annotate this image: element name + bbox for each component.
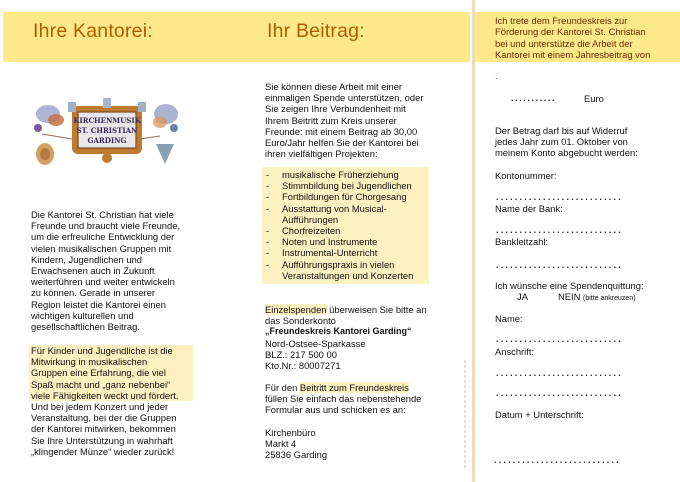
list-item xyxy=(262,225,429,236)
list-item-text: Fortbildungen für Chorgesang xyxy=(282,191,407,203)
text-line: Erwachsenen auch in Zukunft xyxy=(31,265,155,277)
text-line: um die erfreuliche Entwicklung der xyxy=(31,231,175,243)
text-line xyxy=(265,382,470,393)
list-item-text: Instrumental-Unterricht xyxy=(282,247,378,259)
bullet: - xyxy=(266,258,270,270)
receipt-yes-option[interactable]: JA xyxy=(517,291,528,302)
receipt-question: Ich wünsche eine Spendenquittung: xyxy=(495,280,644,291)
bullet: - xyxy=(266,191,270,203)
text-line: Förderung der Kantorei St. Christian xyxy=(495,26,646,38)
text-line: Die Kantorei St. Christian hat viele xyxy=(31,209,174,220)
name-field[interactable]: ........................... xyxy=(496,334,623,344)
list-item xyxy=(262,191,429,202)
kantorei-title: Ihre Kantorei: xyxy=(33,20,153,42)
logo-line-1: KIRCHENMUSIK xyxy=(73,116,141,125)
text-line: Für Kinder und Jugendliche ist die xyxy=(31,345,173,356)
date-signature-field[interactable]: ........................... xyxy=(494,455,621,465)
account-number-label: Kontonummer: xyxy=(495,170,557,181)
form-header xyxy=(495,15,680,61)
donation-info xyxy=(265,304,470,371)
text-line: Sie Ihre Unterstützung in wahrhaft xyxy=(31,434,173,446)
address-line: Markt 4 xyxy=(265,438,297,450)
debit-text xyxy=(495,125,675,159)
account-name: „Freundeskreis Kantorei Garding“ xyxy=(265,326,412,337)
bullet: - xyxy=(266,202,270,214)
text-fragment: Für den xyxy=(265,382,300,393)
text-line: Der Betrag darf bis auf Widerruf xyxy=(495,125,628,136)
text-line: weiterführen und weiter entwickeln xyxy=(31,276,175,288)
bank-name-label: Name der Bank: xyxy=(495,203,563,214)
text-line: Mitwirkung in musikalischen xyxy=(31,356,148,368)
kantorei-paragraph-1 xyxy=(31,209,231,332)
kirchenmusik-logo xyxy=(28,92,184,172)
bullet: - xyxy=(266,180,270,192)
account-number-field[interactable]: ........................... xyxy=(496,192,623,202)
list-item-text: Noten und Instrumente xyxy=(282,236,378,248)
highlight-beitritt: Beitritt zum Freundeskreis xyxy=(299,382,409,393)
text-line: Gruppen eine Erfahrung, die viel xyxy=(31,367,166,379)
account-number: Kto.Nr.: 80007271 xyxy=(265,360,341,372)
membership-info xyxy=(265,382,470,416)
text-line: gesellschaftlichen Beitrag. xyxy=(31,321,140,333)
text-line: Freunde und braucht viele Freunde, xyxy=(31,220,181,232)
bank-code: BLZ.: 217 500 00 xyxy=(265,348,337,360)
text-line: wichtigen kulturellen und xyxy=(31,309,134,321)
text-line: viele Fähigkeiten weckt und fördert. xyxy=(31,389,179,401)
project-list xyxy=(262,167,429,284)
text-line: Sie können diese Arbeit mit einer xyxy=(265,81,403,92)
bullet: - xyxy=(266,169,270,180)
text-line: Ihrem Beitritt zum Kreis unserer xyxy=(265,114,397,126)
list-item-text: Ausstattung von Musical- xyxy=(282,202,387,214)
list-item-text: Aufführungen xyxy=(282,213,339,225)
text-line: Ich trete dem Freundeskreis zur xyxy=(495,15,628,26)
logo-line-3: GARDING xyxy=(87,136,127,145)
bank-code-field[interactable]: ........................... xyxy=(496,260,623,270)
receipt-no-option[interactable] xyxy=(558,291,636,304)
list-item-text: musikalische Früherziehung xyxy=(282,169,399,180)
text-line: jedes Jahr zum 01. Oktober von xyxy=(495,136,628,148)
text-line: das Sonderkonto xyxy=(265,315,336,327)
text-line: Region leistet die Kantorei einen xyxy=(31,298,166,310)
receipt-no-label: NEIN xyxy=(558,291,581,302)
beitrag-intro xyxy=(265,81,465,159)
address-field-line-1[interactable]: ........................... xyxy=(496,368,623,378)
text-line: Kindern, Jugendlichen und xyxy=(31,253,143,265)
text-line: Kantorei mit einem Jahresbeitrag von xyxy=(495,49,651,61)
beitrag-title: Ihr Beitrag: xyxy=(267,20,365,42)
bullet: - xyxy=(266,225,270,237)
bullet: - xyxy=(266,236,270,248)
text-line: meinem Konto abgebucht werden: xyxy=(495,147,638,159)
bank-name: Nord-Ostsee-Sparkasse xyxy=(265,337,366,349)
address-line: 25836 Garding xyxy=(265,449,328,461)
text-line: füllen Sie einfach das nebenstehende xyxy=(265,393,422,405)
text-line xyxy=(265,304,470,315)
list-item xyxy=(262,203,429,225)
address-field-line-2[interactable]: ........................... xyxy=(496,388,623,398)
bank-code-label: Bankleitzahl: xyxy=(495,236,549,247)
list-item xyxy=(262,259,429,281)
address-label: Anschrift: xyxy=(495,346,535,357)
stray-mark: . xyxy=(495,70,498,81)
address-line: Kirchenbüro xyxy=(265,427,316,438)
currency-label: Euro xyxy=(584,93,604,104)
text-line: Veranstaltung, bei der die Gruppen xyxy=(31,412,177,424)
list-item-text: Stimmbildung bei Jugendlichen xyxy=(282,180,412,192)
bank-name-field[interactable]: ........................... xyxy=(496,225,623,235)
text-line: der Kantorei mitwirken, bekommen xyxy=(31,423,176,435)
fold-line xyxy=(472,0,475,482)
list-item-text: Aufführungspraxis in vielen xyxy=(282,258,395,270)
text-line: Euro/Jahr helfen Sie der Kantorei bei xyxy=(265,137,419,149)
kantorei-paragraph-2 xyxy=(29,345,229,457)
list-item xyxy=(262,236,429,247)
text-line: Sie zeigen Ihre Verbundenheit mit xyxy=(265,103,406,115)
text-line: zu können. Gerade in unserer xyxy=(31,287,156,299)
receipt-hint: (bitte ankreuzen) xyxy=(583,295,636,302)
list-item xyxy=(262,180,429,191)
text-line: Spaß macht und „ganz nebenbei“ xyxy=(31,378,171,390)
bullet: - xyxy=(266,247,270,259)
highlight-einzelspenden: Einzelspenden xyxy=(265,304,327,315)
list-item-text: Veranstaltungen und Konzerten xyxy=(282,269,414,281)
office-address xyxy=(265,427,470,461)
text-line: bei und unterstütze die Arbeit der xyxy=(495,37,633,49)
list-item xyxy=(262,169,429,180)
text-line: vielen musikalischen Gruppen mit xyxy=(31,242,172,254)
text-fragment: überweisen Sie bitte an xyxy=(326,304,427,315)
list-item-text: Chorfreizeiten xyxy=(282,225,341,237)
text-line: Freunde: mit einem Beitrag ab 30,00 xyxy=(265,125,418,137)
kantorei-highlight xyxy=(29,345,193,401)
text-line: Formular aus und schicken es an: xyxy=(265,404,406,416)
text-line: einmaligen Spende unterstützen, oder xyxy=(265,92,424,104)
text-line: „klingender Münze“ wieder zurück! xyxy=(31,445,175,457)
text-line: ihren vielfältigen Projekten: xyxy=(265,148,378,160)
amount-field[interactable]: ........... xyxy=(511,93,557,103)
list-item xyxy=(262,247,429,258)
date-signature-label: Datum + Unterschrift: xyxy=(495,409,584,420)
logo-line-2: ST. CHRISTIAN xyxy=(76,126,138,135)
name-label: Name: xyxy=(495,313,523,324)
text-line: Und bei jedem Konzert und jeder xyxy=(31,401,169,413)
